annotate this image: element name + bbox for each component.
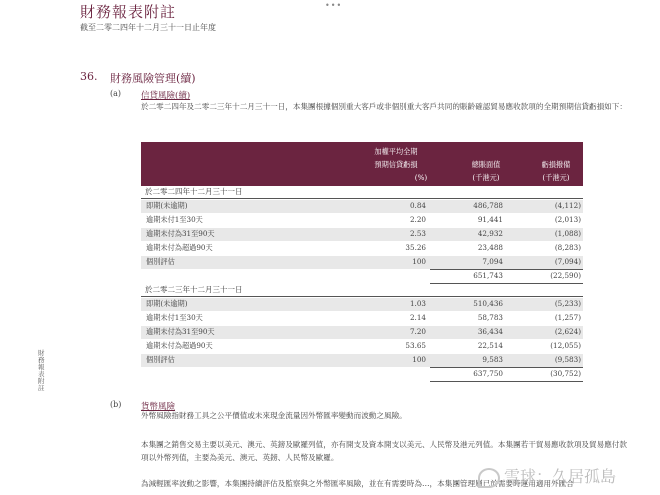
table-row: 即期(未逾期) 0.84 486,788 (4,112): [141, 200, 583, 213]
header-rate-unit: (%): [414, 173, 428, 182]
divider: [430, 283, 583, 284]
table-row: 逾期未付1至30天 2.20 91,441 (2,013): [146, 215, 581, 224]
table-row: 個別評估 100 9,583 (9,583): [141, 354, 583, 367]
divider: [141, 296, 583, 297]
subsection-a-title: 信貸風險(續): [141, 91, 191, 101]
table-row: 即期(未逾期) 1.03 510,436 (5,233): [141, 298, 583, 311]
table-row: 逾期未付為超過90天 53.65 22,514 (12,055): [146, 341, 581, 350]
table-row: 逾期未付1至30天 2.14 58,783 (1,257): [146, 313, 581, 322]
header-gross-amount: 總賬面值: [471, 160, 501, 169]
table-row: 逾期未付為31至90天 2.53 42,932 (1,088): [141, 228, 583, 241]
table-header: [141, 142, 583, 186]
subsection-b-letter: (b): [110, 400, 122, 409]
side-label: 財務報表附註: [38, 349, 45, 392]
divider: [430, 381, 583, 382]
credit-risk-paragraph: 於二零二四年及二零二三年十二月三十一日，本集團根據個別重大客戶或非個別重大客戶共同的賬齡確認貿易應收款項的全期預期信貸虧損如下：: [141, 102, 627, 111]
total-row-2024: 651,743 (22,590): [473, 271, 581, 280]
group-2023-label: 於二零二三年十二月三十一日: [145, 285, 243, 294]
subsection-b-title: 貨幣風險: [141, 402, 176, 412]
header-loss-unit: (千港元): [542, 173, 570, 182]
table-row: 逾期未付為超過90天 35.26 23,488 (8,283): [146, 243, 581, 252]
subsection-a-letter: (a): [110, 89, 122, 98]
group-2024-label: 於二零二四年十二月三十一日: [145, 187, 243, 196]
currency-risk-paragraph-2: 本集團之銷售交易主要以美元、澳元、英鎊及歐羅列值，亦有開支及資本開支以美元、人民幣及港元列值。本集團若干貿易應收款項及貿易應付款項以外幣列值，主要為美元、澳元、英鎊、人民幣及歐羅。: [141, 440, 627, 462]
more-menu-icon[interactable]: •••: [325, 1, 343, 10]
table-row: 個別評估 100 7,094 (7,094): [141, 256, 583, 269]
section-title: 財務風險管理(續): [110, 72, 196, 85]
header-loss-allowance: 虧損撥備: [541, 160, 571, 169]
section-number: 36.: [80, 70, 98, 83]
page-subtitle: 截至二零二四年十二月三十一日止年度: [80, 23, 216, 32]
header-weighted-rate: 加權平均全期 預期信貸虧損: [374, 147, 418, 169]
page-title: 財務報表附註: [80, 3, 177, 21]
currency-risk-paragraph-3: 為減輕匯率波動之影響，本集團持續評估及監察與之外幣匯率風險，並在有需要時為…，本集團管理層已於需要時運用適用外匯合: [141, 479, 574, 488]
table-row: 逾期未付為31至90天 7.20 36,434 (2,624): [141, 326, 583, 339]
snowball-logo-icon: [478, 468, 500, 488]
currency-risk-paragraph-1: 外幣風險指財務工具之公平價值或未來現金流量因外幣匯率變動而波動之風險。: [141, 411, 407, 420]
total-row-2023: 637,750 (30,752): [473, 369, 581, 378]
divider: [141, 198, 583, 199]
watermark: 雪球：久居孤島: [478, 464, 616, 488]
header-gross-unit: (千港元): [472, 173, 500, 182]
